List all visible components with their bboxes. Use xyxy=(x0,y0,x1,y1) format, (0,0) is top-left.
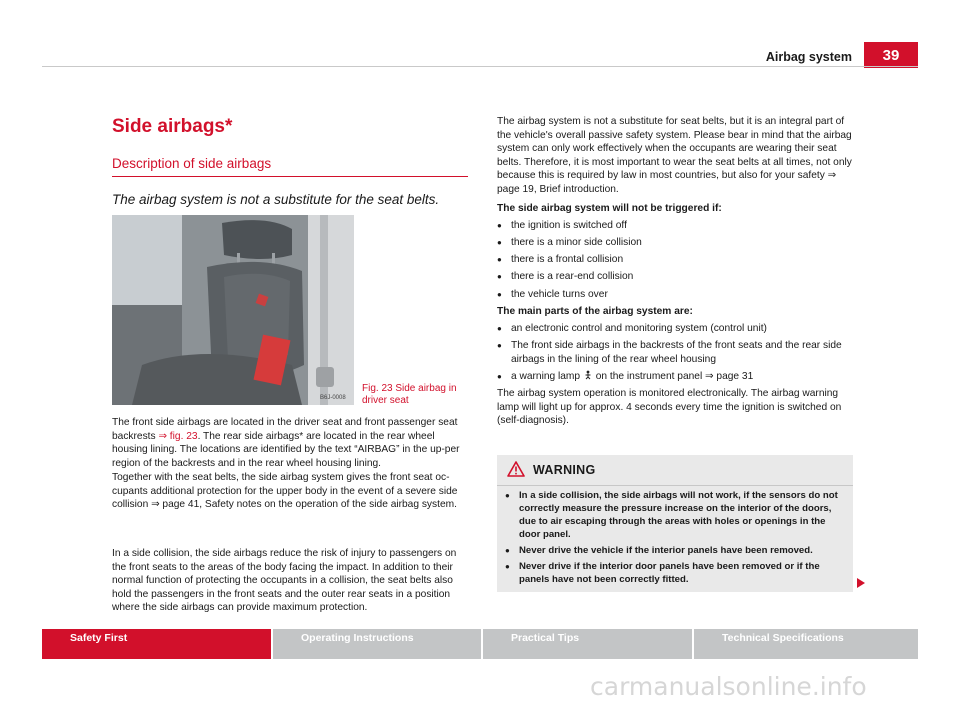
header-rule xyxy=(42,66,918,67)
seat-illustration xyxy=(112,215,354,405)
figure-link[interactable]: ⇒ fig. 23 xyxy=(158,430,198,442)
list-item: ● The front side airbags in the backrests of the front seats and the rear side airbags in the lining of the rear wheel housing xyxy=(497,339,859,366)
not-triggered-heading: The side airbag system will not be triggered if: xyxy=(497,202,722,214)
warning-body xyxy=(505,489,841,589)
paragraph-intro: The airbag system is not a substitute for seat belts, but it is an integral part of the vehicle's overall passive safety system. Please bear in mind that the airbag system can only work effectively when the occupants are wearing their seat belts. Therefore, it is most important to wear the seat belts at all times, not only because this is required by law in most countries, but also for your safety ⇒ page 19, Brief introduction. xyxy=(497,116,852,195)
subsection-rule xyxy=(112,176,468,177)
nav-tab-practical-tips[interactable]: Practical Tips xyxy=(483,629,692,659)
part3-text-a: a warning lamp xyxy=(511,371,583,382)
paragraph-locations xyxy=(112,416,468,470)
p1-text-a: The front side airbags are located in the driver seat and front passenger seat backrests xyxy=(112,417,458,442)
running-header-title: Airbag system xyxy=(765,50,852,64)
main-parts-heading: The main parts of the airbag system are: xyxy=(497,305,693,317)
list-item: ● In a side collision, the side airbags will not work, if the sensors do not correctly measure the pressure increase on the interior of the doors, due to air escaping through the areas with holes or openings in the door panel. xyxy=(505,489,841,541)
paragraph-side-collision: In a side collision, the side airbags reduce the risk of injury to passengers on the front seats to the areas of the body facing the impact. In addition to their normal function of protecting the occupants in a collision, the seat belts also hold the passengers in the front seats and the outer rear seats in a position where the side airbags can provide maximum protection. xyxy=(112,548,457,614)
not-triggered-list xyxy=(497,219,859,301)
part3-text-b: on the instrument panel ⇒ page 31 xyxy=(592,371,754,382)
list-item: ● there is a minor side collision xyxy=(497,236,859,250)
warning-list xyxy=(505,489,841,586)
figure-caption: Fig. 23 Side airbag in driver seat xyxy=(362,383,457,406)
warning-box xyxy=(497,455,853,592)
nav-tab-safety-first[interactable]: Safety First xyxy=(42,629,271,659)
paragraph-protection: Together with the seat belts, the side airbag system gives the front seat oc-cupants additional protection for the upper body in the event of a severe side collision ⇒ page 41, Safety notes on the operation of the side airbag system. xyxy=(112,472,458,511)
list-item: ● Never drive the vehicle if the interior panels have been removed. xyxy=(505,544,841,557)
paragraph-monitoring: The airbag system operation is monitored electronically. The airbag warning lamp will light up for approx. 4 seconds every time the ignition is switched on (self-diagnosis). xyxy=(497,388,842,427)
list-item: ● the ignition is switched off xyxy=(497,219,859,233)
nav-tab-operating-instructions[interactable]: Operating Instructions xyxy=(273,629,481,659)
watermark: carmanualsonline.info xyxy=(590,672,867,701)
list-item: ● there is a rear-end collision xyxy=(497,270,859,284)
p1-text-b: . The rear side airbags* are located in the rear wheel housing lining. The locations are identified by the text “AIRBAG” in the up-per region of the backrests and in the rear wheel housing lining. xyxy=(112,430,460,469)
list-item: ● an electronic control and monitoring system (control unit) xyxy=(497,322,859,336)
figure-code: B6J-0008 xyxy=(320,395,346,401)
airbag-warning-lamp-icon xyxy=(583,370,593,380)
continued-arrow-icon xyxy=(857,578,865,588)
lead-sentence: The airbag system is not a substitute for the seat belts. xyxy=(112,192,440,207)
subsection-heading: Description of side airbags xyxy=(112,156,272,171)
list-item: ● there is a frontal collision xyxy=(497,253,859,267)
page-number: 39 xyxy=(864,42,918,68)
list-item: ● Never drive if the interior door panels have been removed or if the panels have not been correctly fitted. xyxy=(505,560,841,586)
section-heading: Side airbags* xyxy=(112,116,233,137)
list-item xyxy=(497,370,859,384)
list-item: ● the vehicle turns over xyxy=(497,288,859,302)
warning-triangle-icon xyxy=(507,461,525,482)
warning-header xyxy=(497,455,853,486)
figure-side-airbag-seat xyxy=(112,215,354,405)
warning-title: WARNING xyxy=(533,463,596,477)
right-column xyxy=(497,115,859,428)
main-parts-list xyxy=(497,322,859,383)
nav-tab-technical-specifications[interactable]: Technical Specifications xyxy=(694,629,918,659)
